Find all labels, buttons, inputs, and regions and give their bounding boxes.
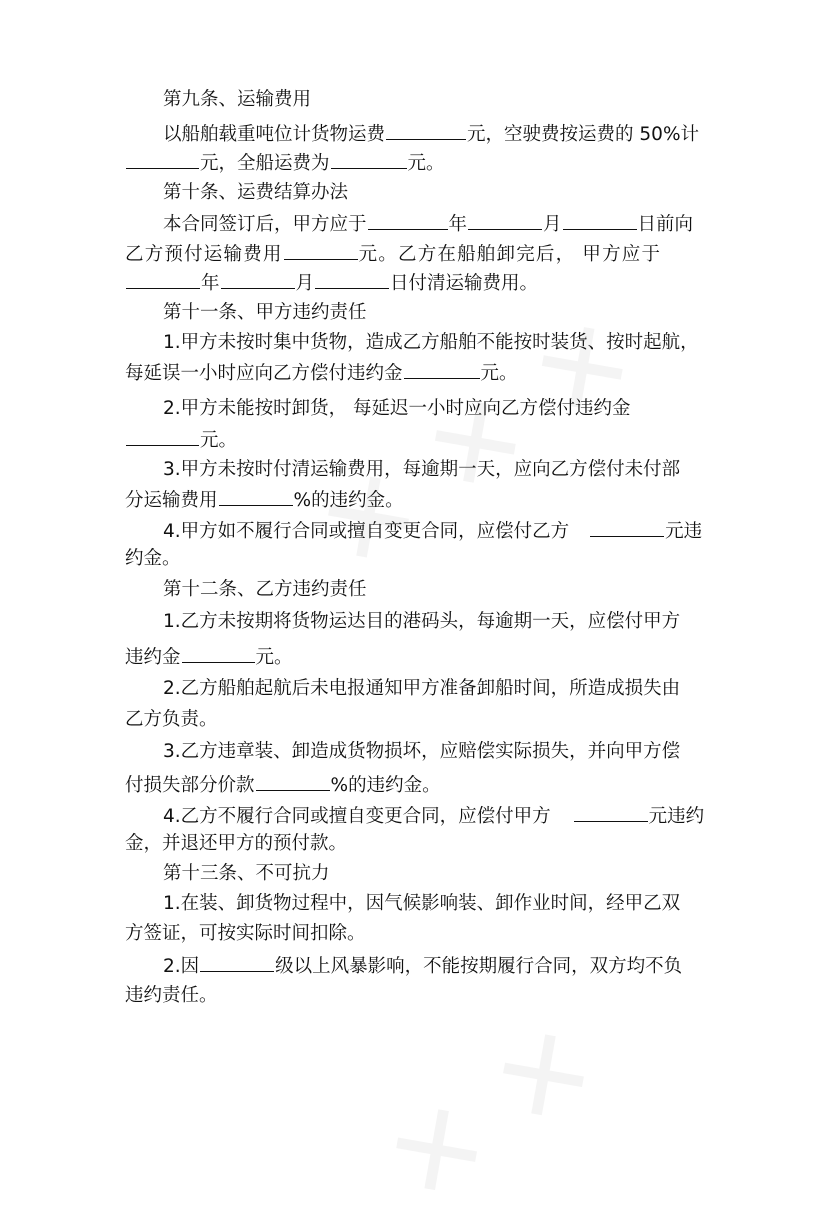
article-10-line-2: 乙方预付运输费用 元。乙方在船舶卸完后， 甲方应于 xyxy=(125,241,661,267)
article-12-item-2-line-2: 乙方负责。 xyxy=(125,709,218,730)
blank-field[interactable] xyxy=(368,211,448,230)
article-13-item-2-line-2: 违约责任。 xyxy=(125,985,218,1006)
article-11-title: 第十一条、甲方违约责任 xyxy=(163,302,367,323)
blank-field[interactable] xyxy=(126,427,199,446)
article-12-item-3-line-2: 付损失部分价款 %的违约金。 xyxy=(125,772,441,798)
blank-field[interactable] xyxy=(284,241,358,260)
blank-field[interactable] xyxy=(574,803,648,822)
blank-field[interactable] xyxy=(219,487,293,506)
article-11-item-2-line-1: 2.甲方未能按时卸货， 每延迟一小时应向乙方偿付违约金 xyxy=(163,398,631,419)
article-10-line-3: 年 月 日付清运输费用。 xyxy=(125,270,538,296)
article-12-item-1-line-2: 违约金 元。 xyxy=(125,644,293,670)
watermark xyxy=(363,998,619,1230)
article-10-line-1: 本合同签订后，甲方应于 年 月 日前向 xyxy=(163,211,693,237)
blank-field[interactable] xyxy=(126,150,199,169)
article-11-item-4-line-1: 4.甲方如不履行合同或擅自变更合同，应偿付乙方 元违 xyxy=(163,518,702,544)
article-11-item-3-line-2: 分运输费用 %的违约金。 xyxy=(125,487,404,513)
article-13-item-1-line-2: 方签证，可按实际时间扣除。 xyxy=(125,923,366,944)
article-9-title: 第九条、运输费用 xyxy=(163,89,312,110)
article-11-item-4-line-2: 约金。 xyxy=(125,548,181,569)
blank-field[interactable] xyxy=(404,360,480,379)
article-9-line-2: 元，全船运费为 元。 xyxy=(125,150,445,176)
article-13-item-1-line-1: 1.在装、卸货物过程中，因气候影响装、卸作业时间，经甲乙双 xyxy=(163,893,681,914)
article-13-title: 第十三条、不可抗力 xyxy=(163,863,330,884)
blank-field[interactable] xyxy=(182,644,255,663)
article-12-item-4-line-1: 4.乙方不履行合同或擅自变更合同，应偿付甲方 元违约 xyxy=(163,803,704,829)
article-11-item-2-line-2: 元。 xyxy=(125,427,237,453)
blank-field[interactable] xyxy=(200,953,274,972)
article-10-title: 第十条、运费结算办法 xyxy=(163,182,349,203)
blank-field[interactable] xyxy=(468,211,542,230)
blank-field[interactable] xyxy=(126,270,200,289)
article-12-item-3-line-1: 3.乙方违章装、卸造成货物损坏，应赔偿实际损失，并向甲方偿 xyxy=(163,741,681,762)
article-11-item-1-line-1: 1.甲方未按时集中货物，造成乙方船舶不能按时装货、按时起航， xyxy=(163,332,699,353)
article-9-line-1: 以船舶载重吨位计货物运费 元，空驶费按运费的 50%计 xyxy=(163,121,699,147)
blank-field[interactable] xyxy=(590,518,664,537)
article-12-title: 第十二条、乙方违约责任 xyxy=(163,579,367,600)
blank-field[interactable] xyxy=(331,150,407,169)
article-11-item-1-line-2: 每延误一小时应向乙方偿付违约金 元。 xyxy=(125,360,518,386)
blank-field[interactable] xyxy=(256,772,330,791)
article-12-item-2-line-1: 2.乙方船舶起航后未电报通知甲方准备卸船时间，所造成损失由 xyxy=(163,678,681,699)
article-12-item-4-line-2: 金，并退还甲方的预付款。 xyxy=(125,833,348,854)
article-12-item-1-line-1: 1.乙方未按期将货物运达目的港码头，每逾期一天，应偿付甲方 xyxy=(163,611,681,632)
article-13-item-2-line-1: 2.因 级以上风暴影响，不能按期履行合同，双方均不负 xyxy=(163,953,682,979)
blank-field[interactable] xyxy=(221,270,295,289)
article-11-item-3-line-1: 3.甲方未按时付清运输费用，每逾期一天，应向乙方偿付未付部 xyxy=(163,459,681,480)
blank-field[interactable] xyxy=(563,211,637,230)
blank-field[interactable] xyxy=(315,270,389,289)
blank-field[interactable] xyxy=(386,121,466,140)
